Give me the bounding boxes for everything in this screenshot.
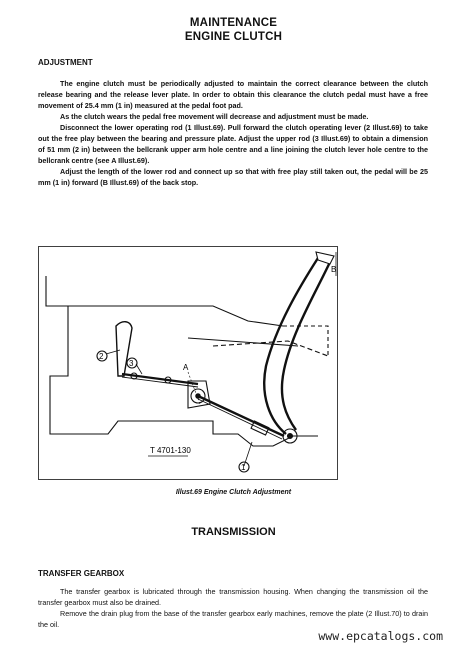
clutch-adjustment-illustration xyxy=(38,246,338,480)
transmission-paragraph-1: The transfer gearbox is lubricated through the transmission housing. When changing the transmission oil the transfer gearbox must also be drained. xyxy=(38,587,428,607)
callout-3-label: 3 xyxy=(129,359,134,368)
dimension-a-label: A xyxy=(183,363,189,372)
transfer-gearbox-heading: TRANSFER GEARBOX xyxy=(38,569,125,578)
page-title-line1: MAINTENANCE xyxy=(189,17,278,29)
housing-outline xyxy=(46,276,318,446)
adjustment-paragraph-1: The engine clutch must be periodically adjusted to maintain the correct clearance between the clutch release bearing and the release lever plate. In order to obtain this clearance the clutch pedal must have a free movement of 25.4 mm (1 in) measured at the pedal foot pad. xyxy=(38,79,428,110)
adjustment-paragraph-3: Disconnect the lower operating rod (1 Illust.69). Pull forward the clutch operating lever (2 Illust.69) to take out the free play between the bearing and pressure plate. Adjust the upper rod (3 Illust.69) to obtain a dimension of 51 mm (2 in) between the bellcrank upper arm hole centre and a line joining the clutch lever hole centre to the bellcrank centre (see A Illust.69). xyxy=(38,123,428,165)
adjustment-heading: ADJUSTMENT xyxy=(38,58,93,67)
adjustment-paragraph-4: Adjust the length of the lower rod and connect up so that with free play still taken out, the pedal will be 25 mm (1 in) forward (B Illust.69) of the back stop. xyxy=(38,167,428,187)
transmission-title: TRANSMISSION xyxy=(191,526,276,538)
reference-line xyxy=(188,338,298,346)
dimension-b-label: B xyxy=(331,265,337,274)
callout-2-label: 2 xyxy=(99,352,104,361)
adjustment-text xyxy=(38,78,428,188)
housing-top xyxy=(68,306,283,326)
pedal-foot-pad xyxy=(316,252,334,264)
figure-caption: Illust.69 Engine Clutch Adjustment xyxy=(175,489,292,496)
transmission-paragraph-2: Remove the drain plug from the base of the transfer gearbox early machines, remove the plate (2 Illust.70) to drain the oil. xyxy=(38,609,428,629)
part-number: T 4701-130 xyxy=(150,446,191,455)
adjustment-paragraph-2: As the clutch wears the pedal free movement will decrease and adjustment must be made. xyxy=(60,112,369,121)
watermark-url: www.epcatalogs.com xyxy=(318,629,443,643)
transmission-text xyxy=(38,586,428,630)
page-title-line2: ENGINE CLUTCH xyxy=(184,31,283,43)
callout-1-label: 1 xyxy=(241,463,246,472)
